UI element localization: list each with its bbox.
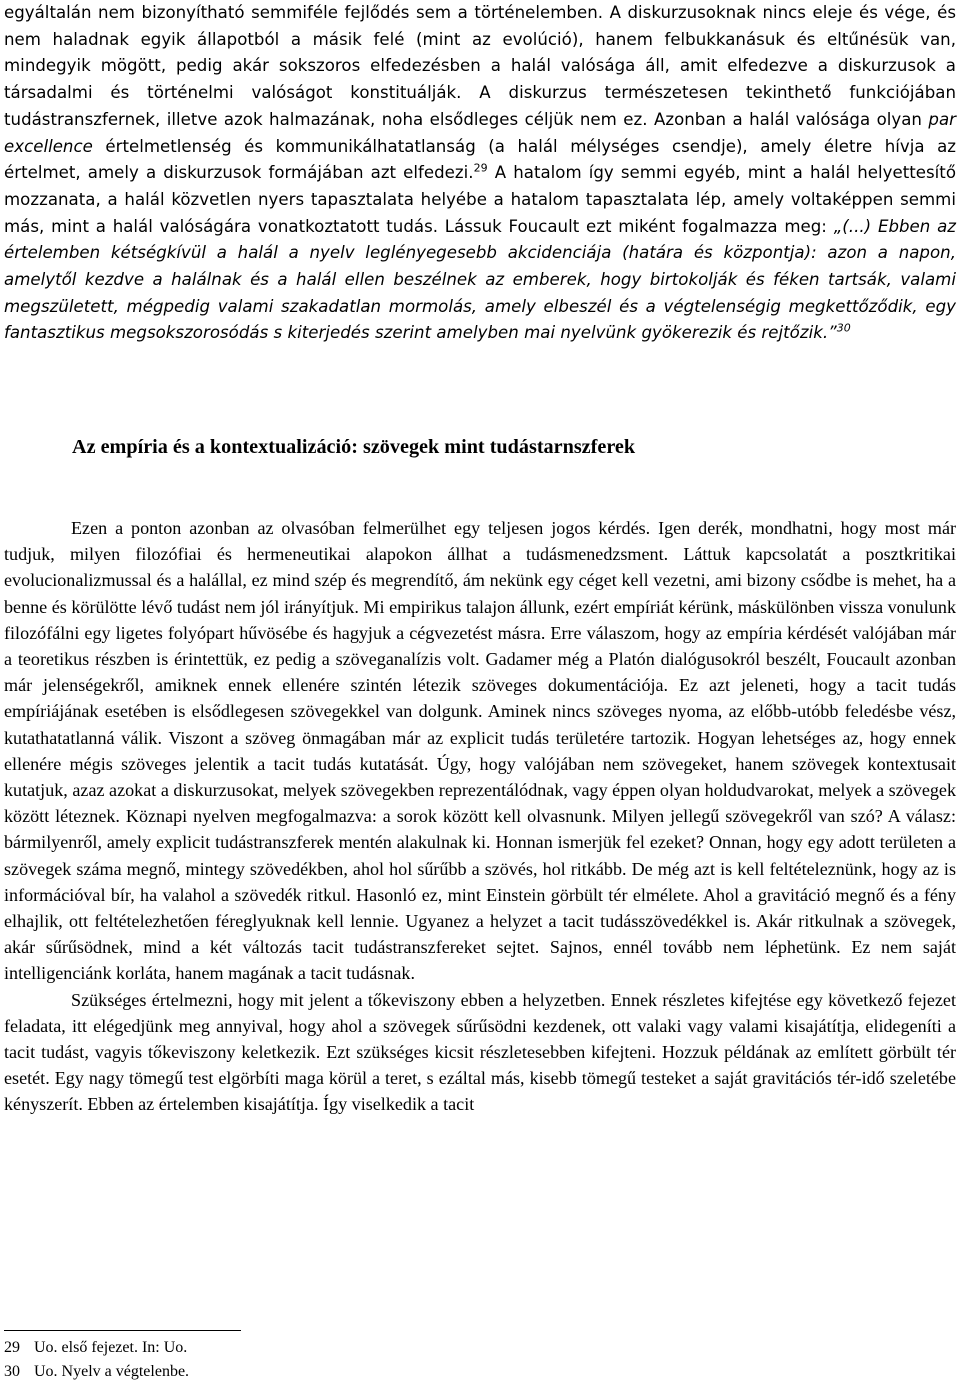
footnote-ref-29[interactable]: 29	[473, 161, 488, 175]
section-heading: Az empíria és a kontextualizáció: szövegek mint tudástarnszferek	[72, 436, 636, 458]
footnotes	[4, 1336, 189, 1384]
paragraph-block-2	[4, 515, 956, 1118]
paragraph-1-text-a: egyáltalán nem bizonyítható semmiféle fejlődés sem a történelemben. A diskurzusoknak nincs eleje és vége, és nem haladnak egyik állapotból a másik felé (mint az evolúció), hanem felbukkanásuk és eltűnésük van, mindegyik mögött, pedig akár sokszoros elfedezésben a halál valósága áll, amit elfedezve a diskurzusok a társadalmi és történelmi valóságot konstituálják. A diskurzus természetesen tekinthető funkciójában tudástranszfernek, illetve azok halmazának, noha elsődleges céljük nem ez.	[4, 3, 956, 129]
footnote-separator	[4, 1330, 241, 1331]
paragraph-3: Szükséges értelmezni, hogy mit jelent a tőkeviszony ebben a helyzetben. Ennek részletes kifejtése egy következő fejezet feladata, itt elégedjünk meg annyival, hogy ahol a szövegek sűrűsödni kezdenek, ott valaki vagy valami kisajátítja, elidegeníti a tacit tudást, vagyis tőkeviszony keletkezik. Ezt szükséges kicsit részletesebben kifejteni. Hozzuk példának az említett görbült tér esetét. Egy nagy tömegű test elgörbíti maga körül a teret, s ezáltal más, kisebb tömegű testeket a saját gravitációs tér-idő szeletébe kényszerít. Ebben az értelemben kisajátítja. Így viselkedik a tacit	[4, 989, 956, 1115]
footnote-text: Uo. első fejezet. In: Uo.	[34, 1339, 188, 1356]
footnote-item	[4, 1360, 189, 1384]
foucault-quote: „(...) Ebben az értelemben kétségkívül a halál a nyelv leglényegesebb akcidenciája (határa és központja): azon a napon, amelytől kezdve a halálnak és a halál ellen beszélnek az emberek, hogy birtokolják és féken tartsák, valami megszületett, mégpedig valami szakadatlan mormolás, amely elbeszél és a végtelenségig megkettőződik, egy fantasztikus megsokszorosódás s kiterjedés szerint amelyben mai nyelvünk gyökerezik és rejtőzik.”	[4, 216, 956, 343]
paragraph-block-1	[4, 0, 956, 347]
footnote-ref-30[interactable]: 30	[836, 321, 851, 335]
footnote-number: 30	[4, 1363, 20, 1380]
italic-phrase: par excellence	[4, 109, 956, 156]
footnote-text: Uo. Nyelv a végtelenbe.	[34, 1363, 190, 1380]
paragraph-2: Ezen a ponton azonban az olvasóban felmerülhet egy teljesen jogos kérdés. Igen derék, mondhatni, hogy most már tudjuk, milyen filozófiai és hermeneutikai alapokon állhat a tudásmenedzsment. Láttuk kapcsolatát a posztkritikai evolucionalizmussal és a halállal, ez mind szép és megrendítő, ám nekünk egy céget kell vezetni, ami bizony csődbe is mehet, ha a benne és körülötte lévő tudást nem jól irányítjuk. Mi empirikus talajon állunk, ezért empíriát kérünk, máskülönben vissza vonulunk filozófálni egy ligetes folyópart hűvösébe és hagyjuk a cégvezetést másra. Erre válaszom, hogy az empíria kérdését valójában már a teoretikus részben is érintettük, ez pedig a szöveganalízis volt. Gadamer még a Platón dialógusokról beszélt, Foucault azonban már jelenségekről, amiknek ennek ellenére szintén létezik szöveges dokumentációja. Ez azt jeleneti, hogy a tacit tudás empíriájának esetében is elsődlegesen szövegekkel van dolgunk. Aminek nincs szöveges nyoma, az előbb-utóbb feledésbe vész, kutathatatlanná válik. Viszont a szöveg önmagában már az explicit tudás területére tartozik. Hogyan lehetséges az, hogy ennek ellenére mégis szöveges jelentik a tacit tudás kutatását. Úgy, hogy valójában nem szövegeket, hanem szövegek kontextusait kutatjuk, azaz azokat a diskurzusokat, melyek szövegekben reprezentálódnak, vagy éppen olyan holdudvarokat, melyek a szövegek között léteznek. Köznapi nyelven megfogalmazva: a sorok között kell olvasnunk. Milyen jellegű szövegekről van szó? A válasz: bármilyenről, amely explicit tudástranszferek mentén alakulnak ki. Honnan ismerjük fel ezeket? Onnan, hogy egy adott területen a szövegek száma megnő, mintegy szövedékben, ahol hol sűrűbb a szövés, hol ritkább. De még azt is kell feltételeznünk, hogy az is információval bír, ha valahol a szövedék ritkul. Hasonló ez, mint Einstein görbült tér elmélete. Ahol a gravitáció megnő és a fény elhajlik, ott feltételezhetően féreglyuknak kell lennie. Ugyanez a helyzet a tacit tudásszövedékkel is. Akár ritkulnak a szövegek, akár sűrűsödnek, mind a két változás tacit tudástranszfereket sejtet. Sajnos, ennél tovább nem léphetünk. Ez nem saját intelligenciánk korláta, hanem magának a tacit tudásnak.	[4, 518, 956, 984]
footnote-number: 29	[4, 1339, 20, 1356]
footnote-item	[4, 1336, 189, 1360]
paragraph-1	[4, 0, 956, 347]
paragraph-1-text-d: A hatalom így semmi egyéb, mint a halál helyettesítő mozzanata, a halál közvetlen nyers tapasztalata helyébe a hatalom tapasztalata lép, amely voltaképpen semmi más, mint a halál valóságára vonatkoztatott tudás. Lássuk Foucault ezt miként fogalmazza meg:	[4, 163, 956, 236]
paragraph-1-text-b: Azonban a halál valósága olyan	[647, 109, 929, 129]
paragraph-1-text-c: értelmetlenség és kommunikálhatatlanság (a halál mélységes csendje), amely életre hívja az értelmet, amely a diskurzusok formájában azt elfedezi.	[4, 136, 956, 183]
